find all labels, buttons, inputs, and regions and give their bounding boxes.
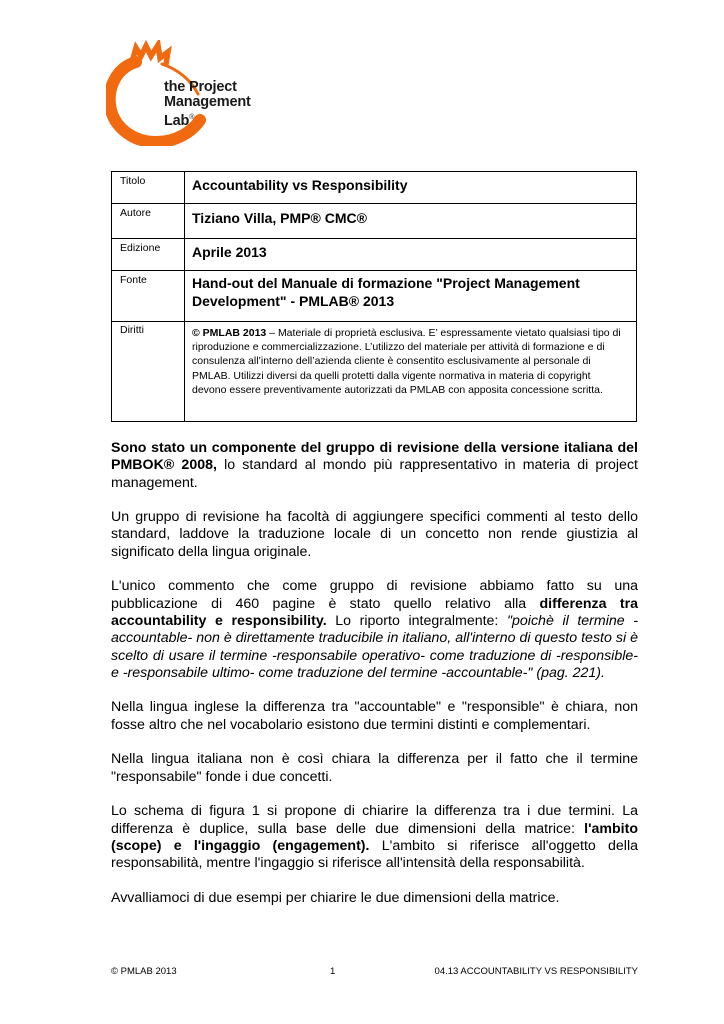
info-row-edition	[112, 239, 637, 271]
document-rights	[192, 324, 636, 397]
paragraph-2: Un gruppo di revisione ha facoltà di aggiungere specifici commenti al testo dello standard, laddove la traduzione locale di un concetto non rende giustizia al significato della lingua originale.	[111, 509, 638, 560]
document-source: Hand-out del Manuale di formazione "Project Management Development" - PMLAB® 2013	[192, 275, 580, 309]
document-body	[111, 440, 638, 924]
paragraph-6-text-b: L'ambito si riferisce all'oggetto della responsabilità, mentre l'ingaggio si riferisce all'intensità della responsabilità.	[111, 837, 639, 872]
paragraph-3-quote: "poichè il termine -accountable- non è direttamente traducibile in italiano, all'interno di questo testo si è scelto di usare il termine -responsabile operativo- come traduzione di -responsible- e -responsabile ultimo- come traduzione del termine -accountable-" (pag. 221).	[111, 612, 638, 681]
paragraph-6-bold: l'ambito (scope) e l'ingaggio (engagement).	[111, 820, 638, 854]
document-author: Tiziano Villa, PMP® CMC®	[192, 210, 367, 226]
footer-copyright: © PMLAB 2013	[111, 966, 177, 977]
paragraph-1-text: lo standard al mondo più rappresentativo in materia di project management.	[111, 457, 638, 491]
info-row-author	[112, 204, 637, 239]
info-label: Edizione	[112, 239, 185, 271]
info-label: Diritti	[112, 322, 185, 422]
paragraph-4: Nella lingua inglese la differenza tra "accountable" e "responsible" è chiara, non fosse altro che nel vocabolario esistono due termini distinti e complementari.	[111, 699, 638, 733]
footer-document-title: 04.13 ACCOUNTABILITY VS RESPONSIBILITY	[434, 966, 638, 977]
logo-wordmark	[164, 80, 251, 129]
paragraph-3-text-b: Lo riporto integralmente:	[326, 612, 507, 629]
rights-copyright: © PMLAB 2013	[192, 327, 267, 339]
info-row-rights	[112, 322, 637, 422]
paragraph-3	[111, 578, 638, 682]
logo-line-2: Management	[164, 94, 251, 110]
paragraph-5: Nella lingua italiana non è così chiara la differenza per il fatto che il termine "responsabile" fonde i due concetti.	[111, 751, 638, 785]
document-info-table	[111, 171, 637, 422]
pmlab-logo	[106, 40, 268, 146]
logo-line-1: the Project	[164, 79, 237, 95]
page-footer	[111, 966, 638, 980]
rights-text: – Materiale di proprietà esclusiva. E’ espressamente vietato qualsiasi tipo di riproduzione e commercializzazione. L’utilizzo del materiale per attività di formazione e di consulenza all’interno dell’azienda cliente è consentito esclusivamente al personale di PMLAB. Utilizzi diversi da quelli protetti dalla vigente normativa in materia di copyright devono essere preventivamente autorizzati da PMLAB con apposita concessione scritta.	[192, 327, 621, 396]
paragraph-1	[111, 440, 638, 492]
logo-registered-mark: ®	[189, 114, 195, 121]
info-row-title	[112, 172, 637, 204]
paragraph-6-text-a: Lo schema di figura 1 si propone di chiarire la differenza tra i due termini. La differenza è duplice, sulla base delle due dimensioni della matrice:	[111, 803, 638, 837]
page-number: 1	[330, 966, 336, 977]
info-row-source	[112, 271, 637, 322]
paragraph-3-text-a: L'unico commento che come gruppo di revisione abbiamo fatto su una pubblicazione di 460 pagine è stato quello relativo alla	[111, 578, 638, 612]
document-title: Accountability vs Responsibility	[192, 177, 408, 193]
paragraph-3-bold: differenza tra accountability e responsibility.	[111, 595, 638, 629]
paragraph-1-bold: Sono stato un componente del gruppo di revisione della versione italiana del PMBOK® 2008,	[111, 440, 638, 474]
info-label: Titolo	[112, 172, 185, 204]
paragraph-6	[111, 803, 638, 872]
paragraph-7: Avvalliamoci di due esempi per chiarire le due dimensioni della matrice.	[111, 889, 560, 906]
info-label: Autore	[112, 204, 185, 239]
logo-line-3: Lab	[164, 113, 190, 129]
document-edition: Aprile 2013	[192, 244, 267, 260]
info-label: Fonte	[112, 271, 185, 322]
